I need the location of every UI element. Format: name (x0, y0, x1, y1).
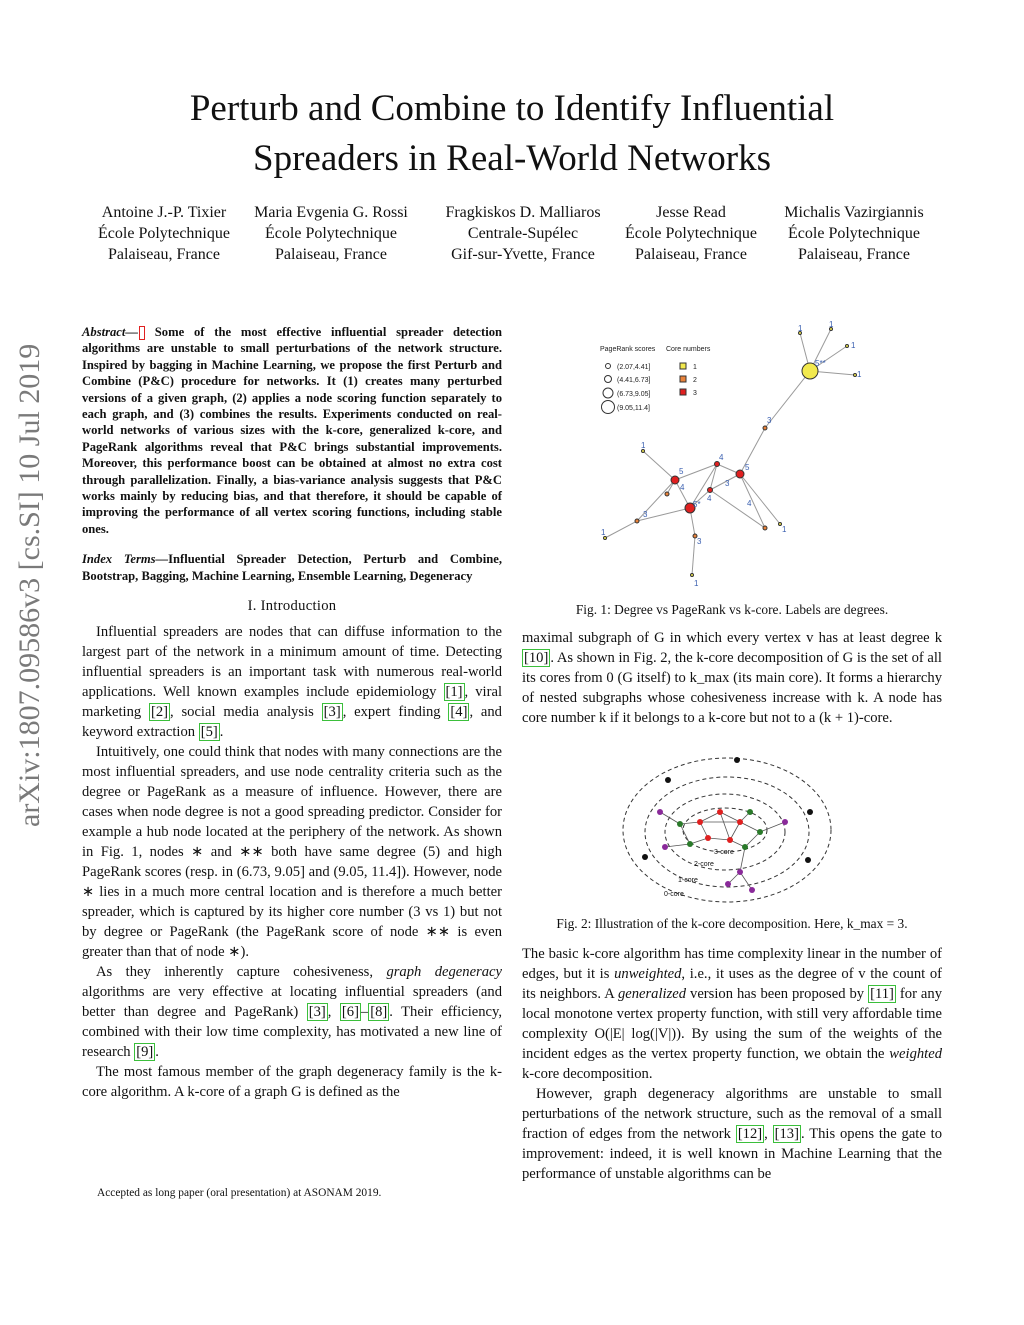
svg-text:1: 1 (694, 579, 699, 588)
footnote: Accepted as long paper (oral presentation) at ASONAM 2019. (97, 1187, 382, 1199)
author-location: Palaiseau, France (275, 246, 387, 263)
svg-text:1: 1 (798, 324, 803, 333)
author-block-2 (244, 202, 418, 265)
svg-text:5: 5 (679, 467, 684, 476)
figure-1-caption: Fig. 1: Degree vs PageRank vs k-core. Labels are degrees. (575, 602, 889, 617)
citation-link[interactable]: [8] (370, 1004, 388, 1021)
arxiv-identifier: arXiv:1807.09586v3 [cs.SI] 10 Jul 2019 (13, 343, 46, 827)
svg-text:4: 4 (707, 494, 712, 503)
figure-2-caption: Fig. 2: Illustration of the k-core decomposition. Here, k_max = 3. (556, 916, 908, 931)
author-affiliation: École Polytechnique (265, 225, 397, 242)
intro-paragraph-1: Influential spreaders are nodes that can diffuse information to the largest part of the network in a minimum amount of time. Detecting influential spreaders is an important task with numerous real-world applications. Well known examples include epidemiology [1] , viral marketing [2] , social media analysis [3] , expert finding [4] , and keyword extraction [5] . (82, 624, 503, 741)
svg-text:4: 4 (680, 483, 685, 492)
svg-text:(6.73,9.05]: (6.73,9.05] (617, 391, 651, 398)
svg-text:1: 1 (782, 525, 787, 534)
link-marker-icon[interactable] (139, 326, 145, 340)
author-block-5 (768, 202, 940, 265)
author-location: Gif-sur-Yvette, France (451, 246, 595, 263)
abstract-label: Abstract— (82, 325, 138, 339)
abstract (82, 324, 502, 537)
author-block-1 (82, 202, 246, 265)
intro-paragraph-3: As they inherently capture cohesiveness, graph degeneracy algorithms are very effective at locating influential spreaders (and better than degree and PageRank) [3] , [6] – [8] . Their efficiency, combined with their low time complexity, has motivated a new line of research [9] . (82, 964, 502, 1061)
author-block-4 (616, 202, 766, 265)
intro-paragraph-4: The most famous member of the graph degeneracy family is the k-core algorithm. A k-core of a graph G is defined as the (82, 1064, 502, 1101)
citation-link[interactable]: [6] (341, 1004, 359, 1021)
author-location: Palaiseau, France (798, 246, 910, 263)
figure-1-graph (585, 318, 885, 596)
figure-2-kcore (620, 752, 834, 906)
citation-link[interactable]: [9] (136, 1044, 154, 1061)
legend-pagerank-title: PageRank scores (600, 346, 656, 353)
section-heading: I. Introduction (247, 598, 337, 615)
svg-text:3: 3 (643, 510, 648, 519)
svg-text:1: 1 (641, 441, 646, 450)
svg-text:5: 5 (745, 463, 750, 472)
svg-text:2: 2 (693, 377, 697, 384)
core-ellipses (623, 758, 831, 902)
right-column-bottom (522, 944, 942, 1184)
title-line-2: Spreaders in Real-World Networks (253, 138, 771, 179)
author-block-3 (426, 202, 620, 265)
svg-text:5**: 5** (815, 359, 826, 368)
svg-text:5*: 5* (693, 500, 701, 509)
intro-paragraph-2: Intuitively, one could think that nodes with many connections are the most influential spreaders, and use node centrality criteria such as the degree or PageRank as a measure of influence. However, there are cases when node degree is not a good spreading predictor. Consider for example a hub node located at the periphery of the network. As shown in Fig. 1, nodes ∗ and ∗∗ both have same degree (5) and high PageRank scores (resp. in (6.73, 9.05] and (9.05, 11.4]). However, node ∗ lies in a much more central location and is therefore a much better spreader, which is captured by its higher core number (3 vs 1) but not by degree or PageRank (the PageRank score of node ∗∗ is even greater than that of node ∗). (82, 744, 502, 961)
citation-link[interactable]: [4] (450, 704, 468, 721)
author-affiliation: École Polytechnique (625, 225, 757, 242)
right-paragraph-1: maximal subgraph of G in which every vertex v has at least degree k [10] . As shown in Fig. 2, the k-core decomposition of G is the set of all its cores from 0 (G itself) to k_max (its main core). It forms a hierarchy of nested subgraphs whose cohesiveness increase with k. A node has core number k if it belongs to a k-core but not to a (k + 1)-core. (522, 630, 942, 726)
svg-text:1: 1 (601, 528, 606, 537)
author-name: Jesse Read (656, 204, 726, 221)
right-paragraph-2: The basic k-core algorithm has time complexity linear in the number of edges, but it is unweighted, i.e., it uses as the degree of v the count of its neighbors. A generalized version has been proposed by [11] for any local monotone vertex property function, with still very affordable time complexity O(|E| log(|V|)). By using the sum of the weights of the incident edges as the vertex property function, we obtain the weighted k-core decomposition. (522, 946, 943, 1082)
author-affiliation: École Polytechnique (98, 225, 230, 242)
svg-text:3: 3 (767, 416, 772, 425)
citation-link[interactable]: [3] (308, 1004, 326, 1021)
svg-text:1: 1 (829, 320, 834, 329)
svg-text:4: 4 (719, 453, 724, 462)
left-column (82, 324, 502, 1102)
right-column-top (522, 628, 942, 728)
index-terms-text: Influential Spreader Detection, Perturb and Combine, Bootstrap, Bagging, Machine Learning, Ensemble Learning, Degeneracy (82, 552, 502, 583)
author-location: Palaiseau, France (108, 246, 220, 263)
citation-link[interactable]: [13] (774, 1126, 799, 1142)
label-2-core: 2-core (694, 861, 714, 868)
citation-link[interactable]: [11] (870, 986, 894, 1002)
svg-text:(2.07,4.41]: (2.07,4.41] (617, 364, 651, 371)
author-affiliation: Centrale-Supélec (467, 225, 579, 242)
svg-text:1: 1 (693, 364, 697, 371)
svg-text:(4.41,6.73]: (4.41,6.73] (617, 377, 651, 384)
citation-link[interactable]: [3] (323, 704, 341, 721)
svg-text:3: 3 (693, 390, 697, 397)
svg-text:1: 1 (857, 370, 862, 379)
label-1-core: 1-core (678, 877, 698, 884)
citation-link[interactable]: [1] (445, 684, 463, 701)
label-0-core: 0-core (664, 891, 684, 898)
fig1-degree-labels (601, 320, 862, 588)
citation-link[interactable]: [5] (200, 724, 218, 741)
index-terms-label: Index Terms— (82, 552, 169, 567)
citation-link[interactable]: [10] (524, 650, 549, 666)
svg-text:4: 4 (747, 499, 752, 508)
svg-text:1: 1 (851, 341, 856, 350)
citation-link[interactable]: [12] (737, 1126, 763, 1142)
svg-text:(9.05,11.4]: (9.05,11.4] (617, 405, 650, 412)
svg-text:3: 3 (697, 537, 702, 546)
paper-title (100, 84, 924, 184)
svg-text:3: 3 (725, 479, 730, 488)
author-name: Fragkiskos D. Malliaros (445, 204, 601, 221)
legend-core-title: Core numbers (666, 346, 711, 353)
citation-link[interactable]: [2] (150, 704, 169, 721)
author-name: Maria Evgenia G. Rossi (254, 204, 408, 221)
author-name: Michalis Vazirgiannis (784, 204, 924, 221)
author-location: Palaiseau, France (635, 246, 747, 263)
right-paragraph-3: However, graph degeneracy algorithms are unstable to small perturbations of the network structure, such as the removal of a small fraction of edges from the network [12] , [13] . This opens the gate to improvement: indeed, it is well known in Machine Learning that the performance of unstable algorithms can be (522, 1086, 943, 1182)
label-3-core: 3-core (714, 849, 734, 856)
abstract-text: Some of the most effective influential spreader detection algorithms are unstable to small perturbations of the network structure. Inspired by bagging in Machine Learning, we propose the first Perturb and Combine (P&C) procedure for networks. It (1) creates many perturbed versions of a given graph, (2) applies a node scoring function separately to each graph, and (3) combines the results. Experiments conducted on real-world networks of various sizes with the k-core, generalized k-core, and PageRank algorithms reveal that P&C brings substantial improvements. Moreover, this performance boost can be obtained at almost no extra cost through parallelization. Finally, a bias-variance analysis suggests that P&C works mainly by reducing bias, and that therefore, it should be capable of improving the performance of all vertex scoring functions, including stable ones. (82, 325, 502, 536)
author-affiliation: École Polytechnique (788, 225, 920, 242)
author-name: Antoine J.-P. Tixier (101, 204, 227, 221)
title-line-1: Perturb and Combine to Identify Influential (189, 88, 835, 129)
index-terms (82, 551, 502, 584)
